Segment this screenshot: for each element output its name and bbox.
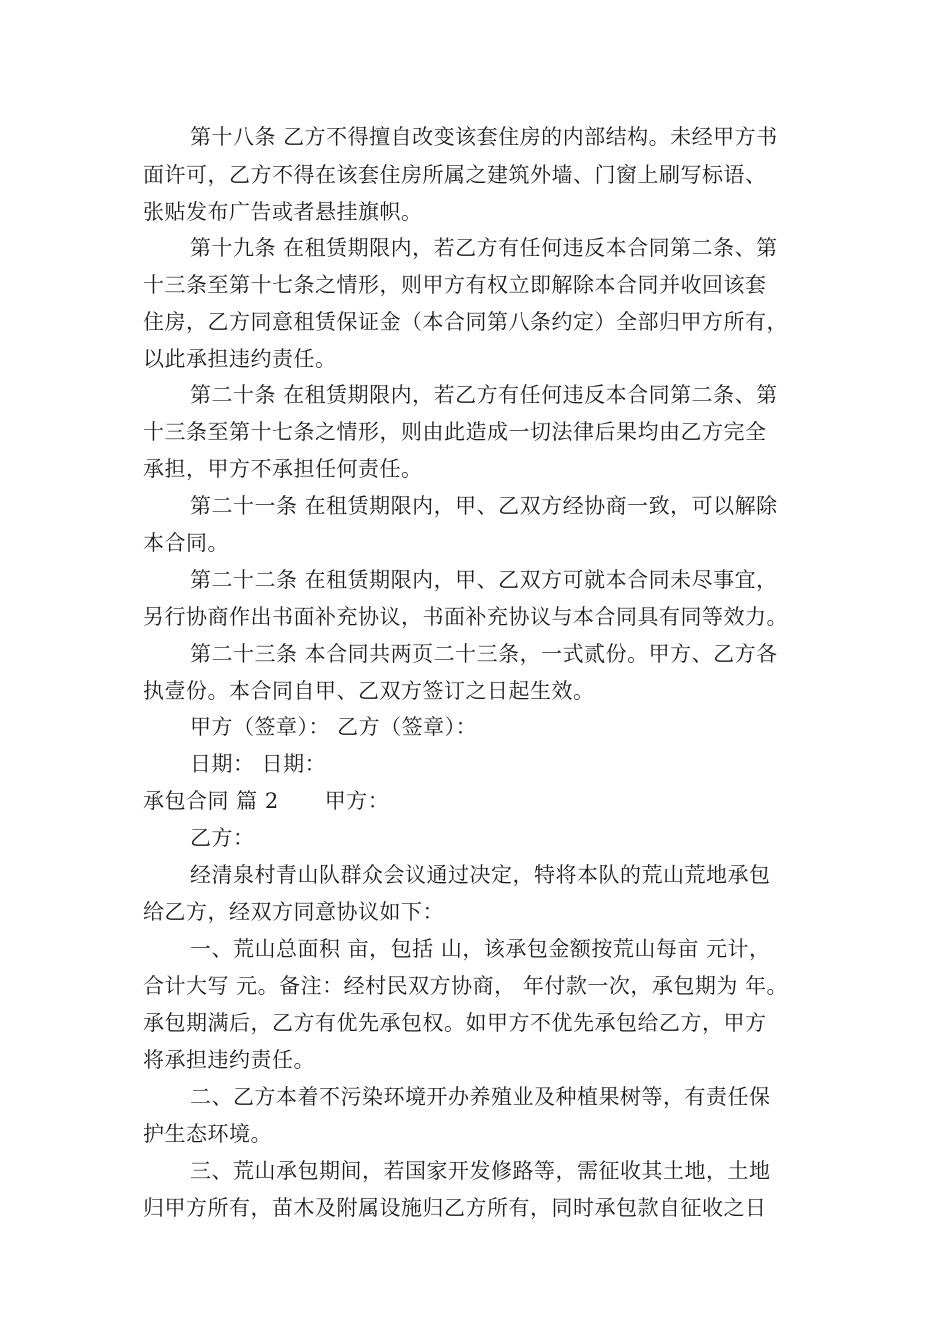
- article-19-line-4: 以此承担违约责任。: [143, 347, 337, 371]
- preamble-line-2: 给乙方，经双方同意协议如下：: [143, 900, 444, 924]
- article-19-line-2: 十三条至第十七条之情形，则甲方有权立即解除本合同并收回该套: [143, 273, 767, 297]
- article-18-line-2: 面许可，乙方不得在该套住房所属之建筑外墙、门窗上刷写标语、: [143, 163, 767, 187]
- clause-2-line-1: 二、乙方本着不污染环境开办养殖业及种植果树等，有责任保: [190, 1085, 771, 1109]
- clause-1-line-1: 一、荒山总面积 亩，包括 山，该承包金额按荒山每亩 元计，: [190, 937, 771, 961]
- article-23-line-1: 第二十三条 本合同共两页二十三条，一式贰份。甲方、乙方各: [190, 642, 778, 666]
- contract-2-heading: 承包合同 篇 2: [143, 789, 279, 813]
- party-b-label: 乙方：: [190, 826, 255, 850]
- clause-1-line-3: 承包期满后，乙方有优先承包权。如甲方不优先承包给乙方，甲方: [143, 1011, 767, 1035]
- article-19-line-3: 住房，乙方同意租赁保证金（本合同第八条约定）全部归甲方所有，: [143, 310, 788, 334]
- article-22-line-1: 第二十二条 在租赁期限内，甲、乙双方可就本合同未尽事宜，: [190, 568, 778, 592]
- preamble-line-1: 经清泉村青山队群众会议通过决定，特将本队的荒山荒地承包: [190, 863, 771, 887]
- article-20-line-2: 十三条至第十七条之情形，则由此造成一切法律后果均由乙方完全: [143, 420, 767, 444]
- date-line: 日期： 日期：: [190, 752, 327, 776]
- signature-line: 甲方（签章）： 乙方（签章）：: [190, 715, 478, 739]
- article-23-line-2: 执壹份。本合同自甲、乙双方签订之日起生效。: [143, 679, 595, 703]
- clause-3-line-2: 归甲方所有，苗木及附属设施归乙方所有，同时承包款自征收之日: [143, 1196, 767, 1220]
- article-20-line-1: 第二十条 在租赁期限内，若乙方有任何违反本合同第二条、第: [190, 383, 778, 407]
- article-22-line-2: 另行协商作出书面补充协议，书面补充协议与本合同具有同等效力。: [143, 605, 788, 629]
- clause-1-line-2: 合计大写 元。备注：经村民双方协商， 年付款一次，承包期为 年。: [143, 974, 789, 998]
- article-20-line-3: 承担，甲方不承担任何责任。: [143, 457, 423, 481]
- clause-1-line-4: 将承担违约责任。: [143, 1048, 315, 1072]
- article-19-line-1: 第十九条 在租赁期限内，若乙方有任何违反本合同第二条、第: [190, 236, 778, 260]
- party-a-label: 甲方：: [324, 789, 390, 813]
- article-18-line-1: 第十八条 乙方不得擅自改变该套住房的内部结构。未经甲方书: [190, 125, 778, 149]
- clause-3-line-1: 三、荒山承包期间，若国家开发修路等，需征收其土地，土地: [190, 1159, 771, 1183]
- contract-2-heading-row: [143, 786, 389, 816]
- article-21-line-2: 本合同。: [143, 531, 229, 555]
- clause-2-line-2: 护生态环境。: [143, 1122, 272, 1146]
- article-21-line-1: 第二十一条 在租赁期限内，甲、乙双方经协商一致，可以解除: [190, 494, 778, 518]
- article-18-line-3: 张贴发布广告或者悬挂旗帜。: [143, 200, 423, 224]
